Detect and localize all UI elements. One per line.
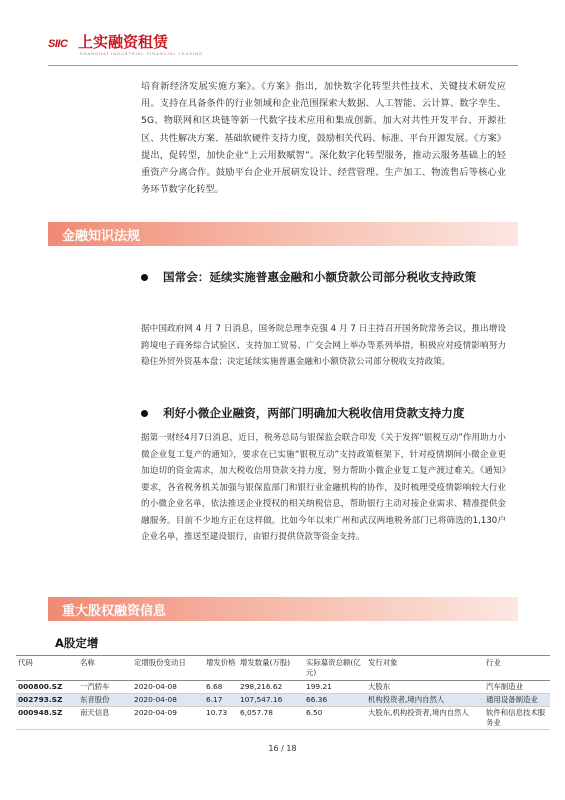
cell-target: 大股东,机构投资者,境内自然人 bbox=[366, 707, 484, 730]
section-title-equity: 重大股权融资信息 bbox=[62, 604, 167, 619]
page-header bbox=[0, 0, 565, 74]
cell-quantity: 298,216.62 bbox=[238, 681, 304, 694]
col-header-date: 定增股份变动日 bbox=[134, 658, 186, 667]
cell-amount: 6.50 bbox=[304, 707, 366, 730]
section-band-equity bbox=[48, 597, 518, 621]
table-row bbox=[16, 681, 550, 694]
cell-name: 南天信息 bbox=[78, 707, 132, 730]
page-number: 16 / 18 bbox=[268, 744, 297, 753]
private-placement-table bbox=[16, 655, 550, 730]
cell-industry: 汽车制造业 bbox=[484, 681, 550, 694]
cell-amount: 199.21 bbox=[304, 681, 366, 694]
cell-target: 大股东 bbox=[366, 681, 484, 694]
table-subtitle: A股定增 bbox=[55, 636, 99, 650]
table-row bbox=[16, 694, 550, 707]
section-band-finance bbox=[48, 222, 518, 246]
company-name: 上实融资租赁 bbox=[78, 33, 169, 51]
col-header-target: 发行对象 bbox=[368, 658, 398, 667]
col-header-name: 名称 bbox=[80, 658, 95, 667]
news-headline-2: 利好小微企业融资，两部门明确加大税收信用贷款支持力度 bbox=[141, 401, 506, 426]
bullet-icon bbox=[141, 410, 148, 417]
section-title-finance: 金融知识法规 bbox=[62, 229, 141, 244]
cell-amount: 66.36 bbox=[304, 694, 366, 707]
cell-code: 000948.SZ bbox=[16, 707, 78, 730]
col-header-code: 代码 bbox=[18, 658, 33, 667]
col-header-price: 增发价格 bbox=[206, 658, 236, 667]
col-header-amount: 实际募资总额(亿元) bbox=[306, 658, 361, 677]
cell-price: 6.68 bbox=[204, 681, 238, 694]
col-header-industry: 行业 bbox=[486, 658, 501, 667]
cell-code: 002793.SZ bbox=[16, 694, 78, 707]
logo-mark: SIIC bbox=[48, 38, 68, 50]
cell-date: 2020-04-09 bbox=[132, 707, 204, 730]
cell-date: 2020-04-08 bbox=[132, 694, 204, 707]
company-name-en: SHANGHAI INDUSTRIAL FINANCIAL LEASING bbox=[80, 51, 203, 56]
cell-code: 000800.SZ bbox=[16, 681, 78, 694]
cell-name: 一汽轿车 bbox=[78, 681, 132, 694]
news-body-1: 据中国政府网 4 月 7 日消息，国务院总理李克强 4 月 7 日主持召开国务院常务会议，推出增设跨境电子商务综合试验区、支持加工贸易、广交会网上举办等系列举措，积极应对疫情影响努力稳住外贸外资基本盘；决定延续实施普惠金融和小额贷款公司部分税收支持政策。 bbox=[141, 324, 506, 367]
bullet-icon bbox=[141, 274, 148, 281]
news-body-2: 据第一财经4月7日消息，近日，税务总局与银保监会联合印发《关于发挥“银税互动”作用助力小微企业复工复产的通知》，要求在已实施“银税互动”支持政策框架下，针对疫情期间小微企业更加迫切的资金需求，加大税收信用贷款支持力度，努力帮助小微企业复工复产渡过难关。《通知》要求，各省税务机关加强与银保监部门和银行业金融机构的协作，及时梳理受疫情影响较大行业的小微企业名单，依法推送企业授权的相关纳税信息，帮助银行主动对接企业需求、精准提供金融服务。目前不少地方正在这样做。比如今年以来广州和武汉两地税务部门已将筛选的1,130户企业名单，推送至建设银行，由银行提供贷款等资金支持。 bbox=[141, 433, 506, 542]
cell-quantity: 107,547.16 bbox=[238, 694, 304, 707]
header-divider bbox=[48, 65, 518, 66]
col-header-quantity: 增发数量(万股) bbox=[240, 658, 291, 667]
cell-price: 6.17 bbox=[204, 694, 238, 707]
cell-price: 10.73 bbox=[204, 707, 238, 730]
cell-name: 东音股份 bbox=[78, 694, 132, 707]
cell-target: 机构投资者,境内自然人 bbox=[366, 694, 484, 707]
intro-paragraph: 培育新经济发展实施方案》。《方案》指出，加快数字化转型共性技术、关键技术研发应用。支持在具备条件的行业领域和企业范围探索大数据、人工智能、云计算、数字孪生、5G、物联网和区块链等新一代数字技术应用和集成创新。加大对共性开发平台、开源社区、共性解决方案、基础软硬件支持力度，鼓励相关代码、标准、平台开源发展。《方案》提出，促转型，加快企业“上云用数赋智”。深化数字化转型服务，推动云服务基础上的轻重资产分离合作。鼓励平台企业开展研发设计、经营管理、生产加工、物流售后等核心业务环节数字化转型。 bbox=[141, 81, 506, 196]
cell-date: 2020-04-08 bbox=[132, 681, 204, 694]
cell-industry: 软件和信息技术服务业 bbox=[484, 707, 550, 730]
news-headline-1: 国常会：延续实施普惠金融和小额贷款公司部分税收支持政策 bbox=[141, 265, 506, 290]
cell-industry: 通用设备制造业 bbox=[484, 694, 550, 707]
table-row bbox=[16, 707, 550, 730]
cell-quantity: 6,057.78 bbox=[238, 707, 304, 730]
table-header-row bbox=[16, 656, 550, 681]
